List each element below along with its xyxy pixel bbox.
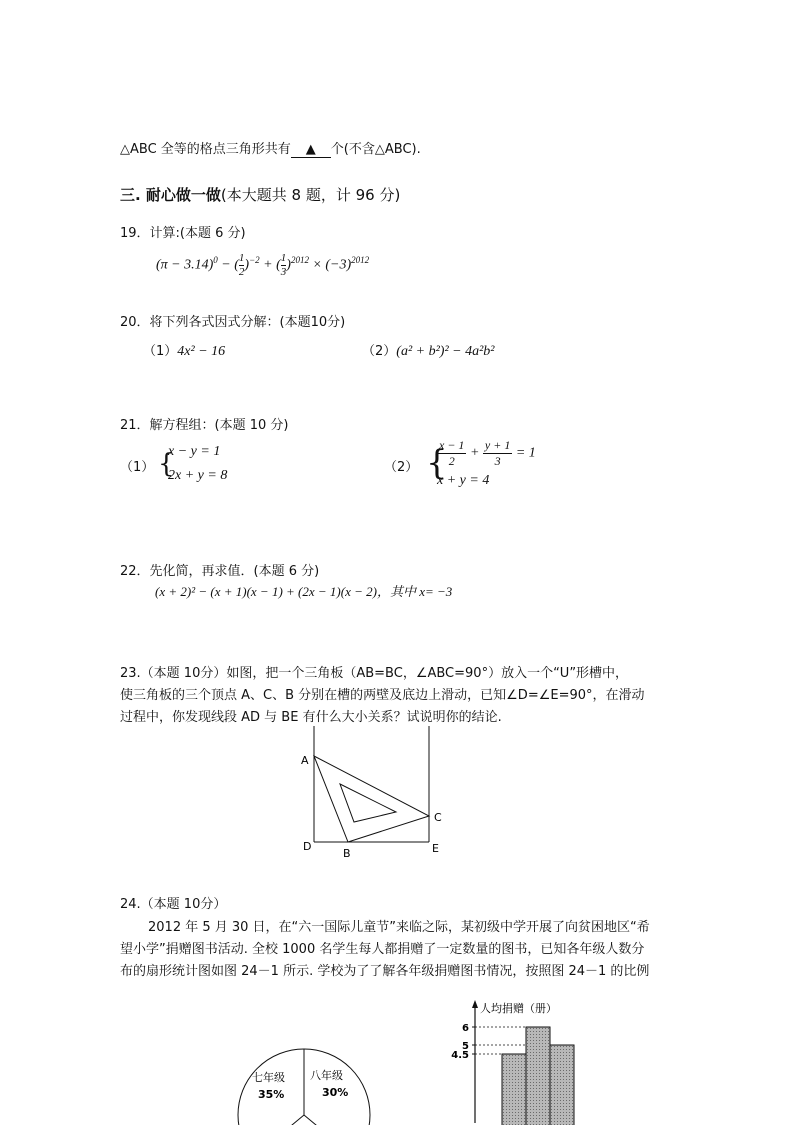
frac-den: 2 (448, 454, 455, 468)
bar-chart (440, 998, 620, 1123)
q22-expression: (x + 2)² − (x + 1)(x − 1) + (2x − 1)(x − 2)，其中 x= −3 (155, 584, 453, 599)
q24-para2: 望小学”捐赠图书活动. 全校 1000 名学生每人都捐赠了一定数量的图书，已知各年级人数分 (120, 942, 645, 957)
triangle-outer (314, 756, 429, 842)
bar (526, 1027, 550, 1125)
q21-frac1 (437, 438, 466, 469)
pie-seg1-label: 七年级 (252, 1071, 285, 1084)
label-D: D (303, 840, 312, 853)
q19-part: × (−3) (308, 257, 352, 273)
pie-seg2-label: 八年级 (310, 1069, 343, 1082)
y-tick-label: 4.5 (451, 1050, 469, 1061)
pie-divider-left (280, 1115, 304, 1125)
q18-answer-blank: ▲ (291, 142, 331, 158)
q18-tail (120, 138, 421, 158)
q21-plus: + (469, 445, 480, 461)
label-E: E (432, 842, 439, 855)
q19-exp: 0 (213, 255, 218, 266)
section-subtitle: (本大题共 8 题，计 96 分) (220, 186, 401, 204)
q20-p1-expr: 4x² − 16 (177, 344, 226, 359)
q23-line2: 使三角板的三个顶点 A、C、B 分别在槽的两壁及底边上滑动，已知∠D=∠E=90°，在滑动 (120, 688, 645, 703)
q21-rhs: = 1 (515, 445, 536, 461)
q21-p2-label: （2） (384, 460, 419, 475)
q22-title: 22．先化简，再求值．(本题 6 分) (120, 564, 320, 579)
label-C: C (434, 811, 442, 824)
frac-num: 1 (238, 252, 245, 264)
frac-den: 3 (280, 266, 287, 278)
q20-part2 (362, 340, 495, 360)
q21-p2-eq2: x + y = 4 (437, 473, 490, 488)
q21-p1-label: （1） (120, 460, 155, 475)
y-tick-label: 6 (462, 1023, 469, 1034)
pie-divider-right (304, 1115, 328, 1125)
q19-part: − ( (217, 257, 239, 273)
y-tick-label: 5 (462, 1041, 469, 1052)
q21-title: 21．解方程组：(本题 10 分) (120, 418, 289, 433)
frac-num: y + 1 (484, 438, 511, 452)
q19-part: + ( (259, 257, 281, 273)
label-A: A (301, 754, 309, 767)
section-title: 三. 耐心做一做 (120, 186, 221, 204)
q20-title: 20．将下列各式因式分解：(本题10分) (120, 315, 346, 330)
frac-num: 1 (280, 252, 287, 264)
q19-exp: 2012 (351, 255, 370, 266)
q20-part1 (143, 340, 225, 360)
q21-frac2 (483, 438, 512, 469)
y-axis-arrow (472, 1000, 478, 1008)
q23-figure (296, 726, 456, 861)
q19-expression: $(\pi - 3.14)^0$ − ( $\frac{1}{2}$ )$^{-2}$ + ( $\frac{1}{3}$ )$^{2012} \times (-3)^{2012}$ (156, 252, 370, 278)
q21-p2-brace: { (426, 443, 448, 483)
triangle-inner (340, 784, 396, 822)
q21-p1-eq1: x − y = 1 (168, 444, 221, 459)
q21-p1-eq2: 2x + y = 8 (168, 468, 228, 483)
label-B: B (343, 847, 351, 860)
frac-den: 3 (494, 454, 501, 468)
frac-den: 2 (238, 266, 245, 278)
q19-part: (π − 3.14) (156, 257, 214, 273)
q20-p2-label: （2） (362, 344, 397, 359)
q19-frac2 (281, 252, 287, 279)
y-axis-label: 人均捐赠（册） (480, 1002, 557, 1015)
q19-exp: 2012 (290, 255, 309, 266)
q23-line3: 过程中，你发现线段 AD 与 BE 有什么大小关系？试说明你的结论. (120, 710, 502, 725)
q18-text: △ABC 全等的格点三角形共有 (120, 142, 291, 157)
q18-text-after: 个(不含△ABC). (330, 142, 421, 157)
q23-title: 23.（本题 10分）如图，把一个三角板（AB=BC，∠ABC=90°）放入一个“U”形槽中， (120, 666, 629, 681)
q20-p1-label: （1） (143, 344, 178, 359)
q24-title: 24.（本题 10分） (120, 897, 227, 912)
section-heading (120, 184, 400, 205)
q21-p2-eq1 (437, 438, 536, 472)
pie-chart (238, 1035, 378, 1125)
bar (502, 1054, 526, 1125)
q19-title: 19．计算:(本题 6 分) (120, 226, 246, 241)
frac-num: x − 1 (439, 438, 465, 452)
pie-seg2-value: 30% (322, 1086, 349, 1099)
pie-seg1-value: 35% (258, 1088, 285, 1101)
q20-p2-expr: (a² + b²)² − 4a²b² (396, 344, 495, 359)
bar (550, 1045, 574, 1125)
q21-p1-brace: { (158, 449, 175, 479)
q24-para1: 2012 年 5 月 30 日，在“六一国际儿童节”来临之际，某初级中学开展了向贫困地区“希 (148, 920, 650, 935)
q24-para3: 布的扇形统计图如图 24－1 所示. 学校为了了解各年级捐赠图书情况，按照图 24－1 的比例 (120, 964, 650, 979)
q19-frac1 (239, 252, 245, 279)
q19-exp: −2 (249, 255, 260, 266)
